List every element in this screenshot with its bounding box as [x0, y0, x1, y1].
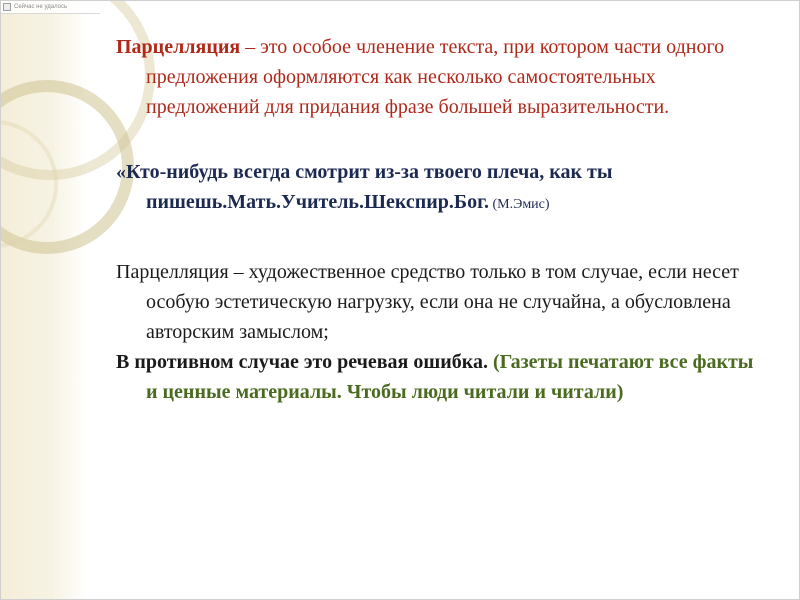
quote-text: «Кто-нибудь всегда смотрит из-за твоего плеча, как ты пишешь.Мать.Учитель.Шекспир.Бог.: [116, 161, 613, 213]
definition-paragraph: [116, 32, 766, 122]
tab-title: Сейчас не удалось: [14, 3, 68, 10]
term-parcellation: Парцелляция: [116, 36, 241, 58]
error-paragraph: [116, 347, 766, 407]
usage-paragraph: [116, 257, 766, 347]
error-example: (Газеты печатают все факты и ценные материалы. Чтобы люди читали и читали): [146, 351, 754, 403]
definition-text: – это особое членение текста, при котором части одного предложения оформляются как несколько самостоятельных предложений для придания фразе большей выразительности.: [146, 36, 725, 118]
error-statement: В противном случае это речевая ошибка.: [116, 351, 494, 373]
slide-content: [116, 32, 766, 407]
usage-text: Парцелляция – художественное средство только в том случае, если несет особую эстетическую нагрузку, если она не случайна, а обусловлена авторским замыслом;: [116, 261, 739, 343]
quote-paragraph: [116, 157, 766, 220]
quote-author: (М.Эмис): [488, 197, 550, 212]
